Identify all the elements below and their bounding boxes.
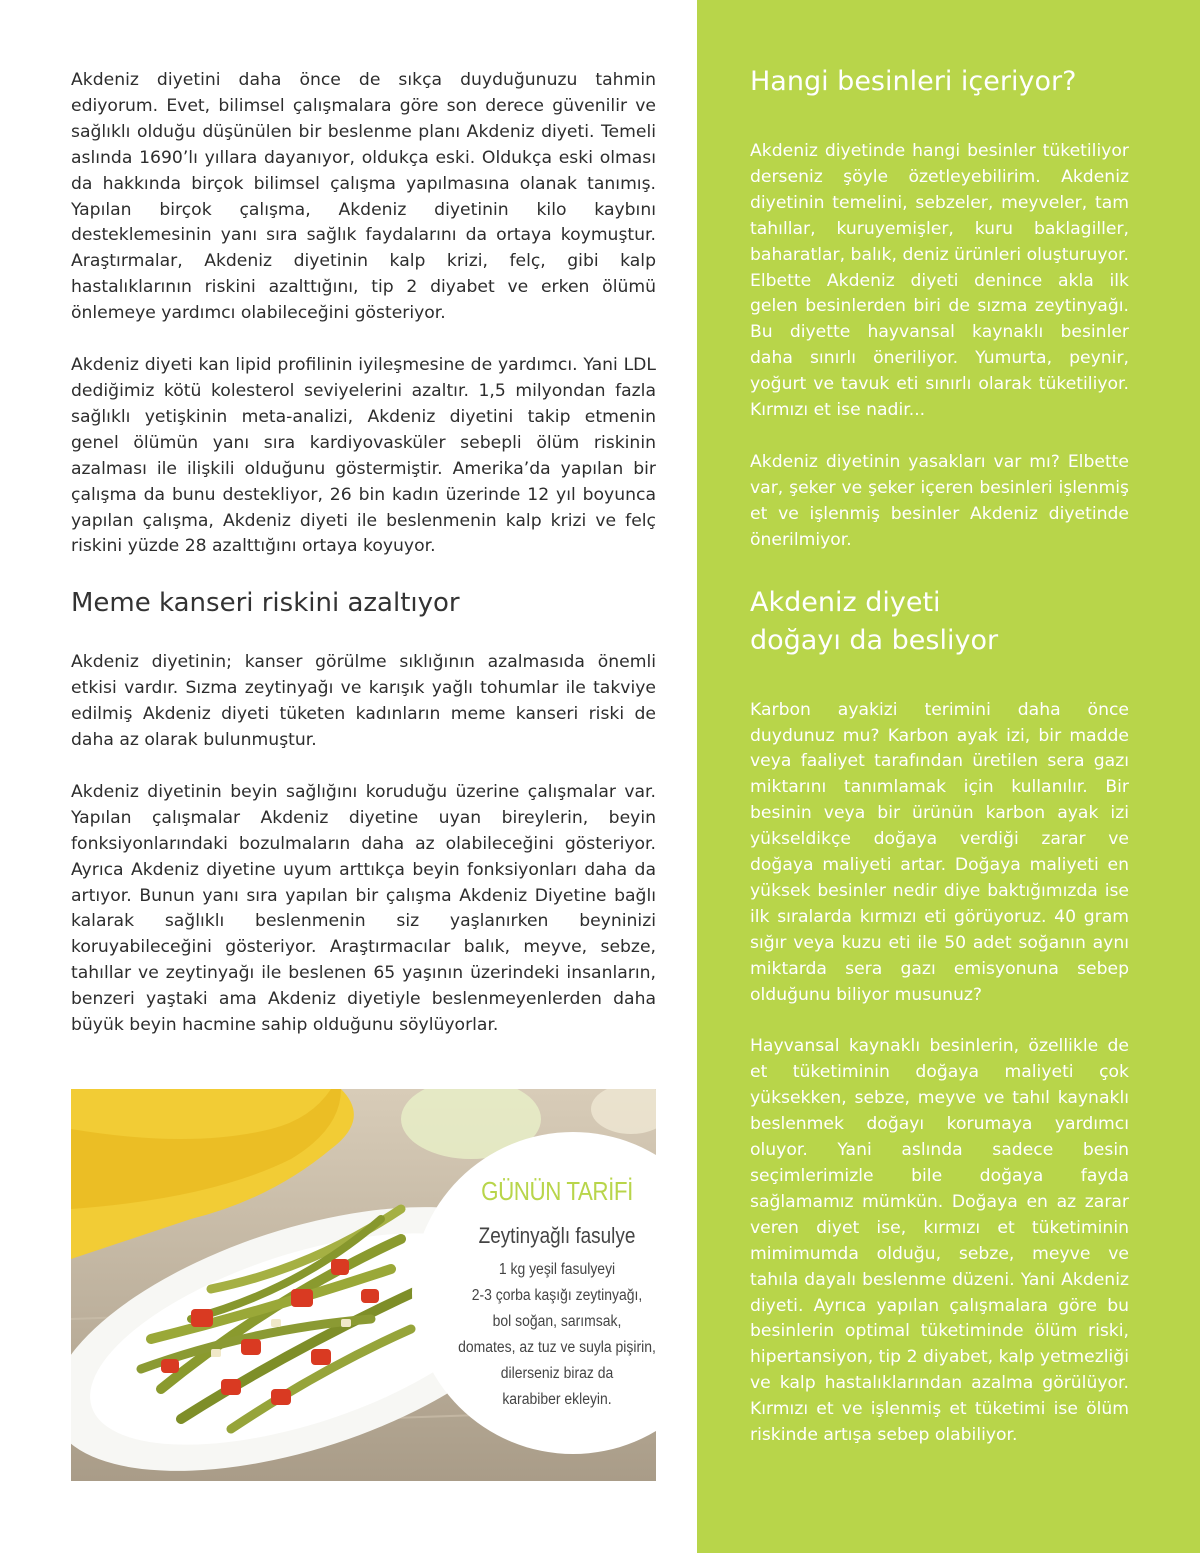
nature-heading-line1: Akdeniz diyeti [750, 586, 941, 618]
recipe-card [432, 1175, 682, 1413]
recipe-title: GÜNÜN TARİFİ [481, 1176, 633, 1206]
recipe-instructions [432, 1257, 682, 1413]
animal-products-paragraph: Hayvansal kaynaklı besinlerin, özellikle de et tüketiminin doğaya maliyeti çok yüksekken, sebze, meyve ve tahıl kaynaklı beslenmek doğayı korumaya yardımcı oluyor. Yani aslında sadece besin seçimlerimizle bile doğaya fayda sağlamamız mümkün. Doğaya en az zarar veren diyet ise, kırmızı et tüketiminin mimimumda olduğu, sebze, meyve ve tahıla dayalı beslenme düzeni. Yani Akdeniz diyeti. Ayrıca yapılan çalışmalara göre bu besinlerin optimal tüketiminde ölüm riski, hipertansiyon, tip 2 diyabet, kalp yetmezliği ve kalp hastalıklarından azalma görülüyor. Kırmızı et ve işlenmiş et tüketimi ise ölüm riskinde artışa sebep olabiliyor. [750, 1036, 1129, 1446]
recipe-line: karabiber ekleyin. [502, 1391, 612, 1408]
recipe-line: bol soğan, sarımsak, [492, 1313, 622, 1330]
recipe-line: dilerseniz biraz da [500, 1365, 614, 1382]
breast-cancer-heading: Meme kanseri riskini azaltıyor [71, 588, 460, 619]
left-column [71, 68, 656, 1065]
nature-heading-line2: doğayı da besliyor [750, 624, 999, 656]
recipe-line: 1 kg yeşil fasulyeyi [498, 1261, 616, 1278]
brain-paragraph: Akdeniz diyetinin beyin sağlığını koruduğu üzerine çalışmalar var. Yapılan çalışmalar Akdeniz diyetine uyan bireylerin, beyin fonksiyonlarındaki bozulmaların daha az olabileceğini gösteriyor. Ayrıca Akdeniz diyetine uyum arttıkça beyin fonksiyonları daha da artıyor. Bunun yanı sıra yapılan bir çalışma Akdeniz Diyetine bağlı kalarak sağlıklı beslenmenin siz yaşlanırken beyninizi koruyabileceğini gösteriyor. Araştırmacılar balık, meyve, sebze, tahıllar ve zeytinyağı ile beslenen 65 yaşının üzerindeki insanların, benzeri yaştaki ama Akdeniz diyetiyle beslenmeyenlerden daha büyük beyin hacmine sahip olduğunu söylüyorlar. [71, 781, 656, 1036]
lipid-paragraph: Akdeniz diyeti kan lipid profilinin iyileşmesine de yardımcı. Yani LDL dediğimiz kötü kolesterol seviyelerini azaltır. 1,5 milyondan fazla sağlıklı yetişkinin meta-analizi, Akdeniz diyetini takip etmenin genel ölümün yanı sıra kardiyovasküler sebepli ölüm riskinin azalması ile ilişkili olduğunu göstermiştir. Amerika’da yapılan bir çalışma da bunu destekliyor, 26 bin kadın üzerinde 12 yıl boyunca yapılan çalışma, Akdeniz diyeti ile beslenmenin kalp krizi ve felç riskini yüzde 28 azalttığını ortaya koyuyor. [71, 355, 656, 557]
restrictions-paragraph: Akdeniz diyetinin yasakları var mı? Elbette var, şeker ve şeker içeren besinleri işlenmiş et ve işlenmiş besinler Akdeniz diyetinde önerilmiyor. [750, 451, 1129, 550]
intro-paragraph: Akdeniz diyetini daha önce de sıkça duyduğunuzu tahmin ediyorum. Evet, bilimsel çalışmalara göre son derece güvenilir ve sağlıklı olduğu düşünülen bir beslenme planı Akdeniz diyeti. Temeli aslında 1690’lı yıllara dayanıyor, oldukça eski. Oldukça eski olması da hakkında birçok bilimsel çalışma yapılmasına olanak tanımış. Yapılan birçok çalışma, Akdeniz diyetinin kilo kaybını desteklemesinin yanı sıra sağlık faydalarını da ortaya koymuştur. Araştırmalar, Akdeniz diyetinin kalp krizi, felç, gibi kalp hastalıklarının riskini azalttığını, tip 2 diyabet ve erken ölümü önlemeye yardımcı olabileceğini gösteriyor. [71, 70, 656, 324]
foods-heading: Hangi besinleri içeriyor? [750, 66, 1077, 97]
right-column [750, 63, 1129, 1475]
foods-paragraph: Akdeniz diyetinde hangi besinler tüketiliyor derseniz şöyle özetleyebilirim. Akdeniz diyetinin temelini, sebzeler, meyveler, tam tahıllar, kuruyemişler, kuru baklagiller, baharatlar, balık, deniz ürünleri oluşturuyor. Elbette Akdeniz diyeti denince akla ilk gelen besinlerden biri de sızma zeytinyağı. Bu diyette hayvansal kaynaklı besinler daha sınırlı öneriliyor. Yumurta, peynir, yoğurt ve tavuk eti sınırlı olarak tüketiliyor. Kırmızı et ise nadir... [750, 141, 1129, 421]
recipe-line: 2-3 çorba kaşığı zeytinyağı, [471, 1287, 643, 1304]
carbon-paragraph: Karbon ayakizi terimini daha önce duydunuz mu? Karbon ayak izi, bir madde veya faaliyet tarafından üretilen sera gazı miktarını tanımlamak için kullanılır. Bir besinin veya bir ürünün karbon ayak izi yükseldikçe doğaya verdiği zarar ve doğaya maliyeti artar. Doğaya maliyeti en yüksek besinler nedir diye baktığımızda ise ilk sıralarda kırmızı eti görüyoruz. 40 gram sığır veya kuzu eti ile 50 adet soğanın aynı miktarda sera gazı emisyonuna sebep olduğunu biliyor musunuz? [750, 699, 1129, 1005]
recipe-line: domates, az tuz ve suyla pişirin, [458, 1339, 656, 1356]
nature-heading [750, 584, 1129, 660]
recipe-dish-name: Zeytinyağlı fasulye [478, 1223, 636, 1248]
cancer-paragraph: Akdeniz diyetinin; kanser görülme sıklığının azalmasıda önemli etkisi vardır. Sızma zeytinyağı ve karışık yağlı tohumlar ile takviye edilmiş Akdeniz diyeti tüketen kadınların meme kanseri riski de daha az olarak bulunmuştur. [71, 652, 656, 751]
